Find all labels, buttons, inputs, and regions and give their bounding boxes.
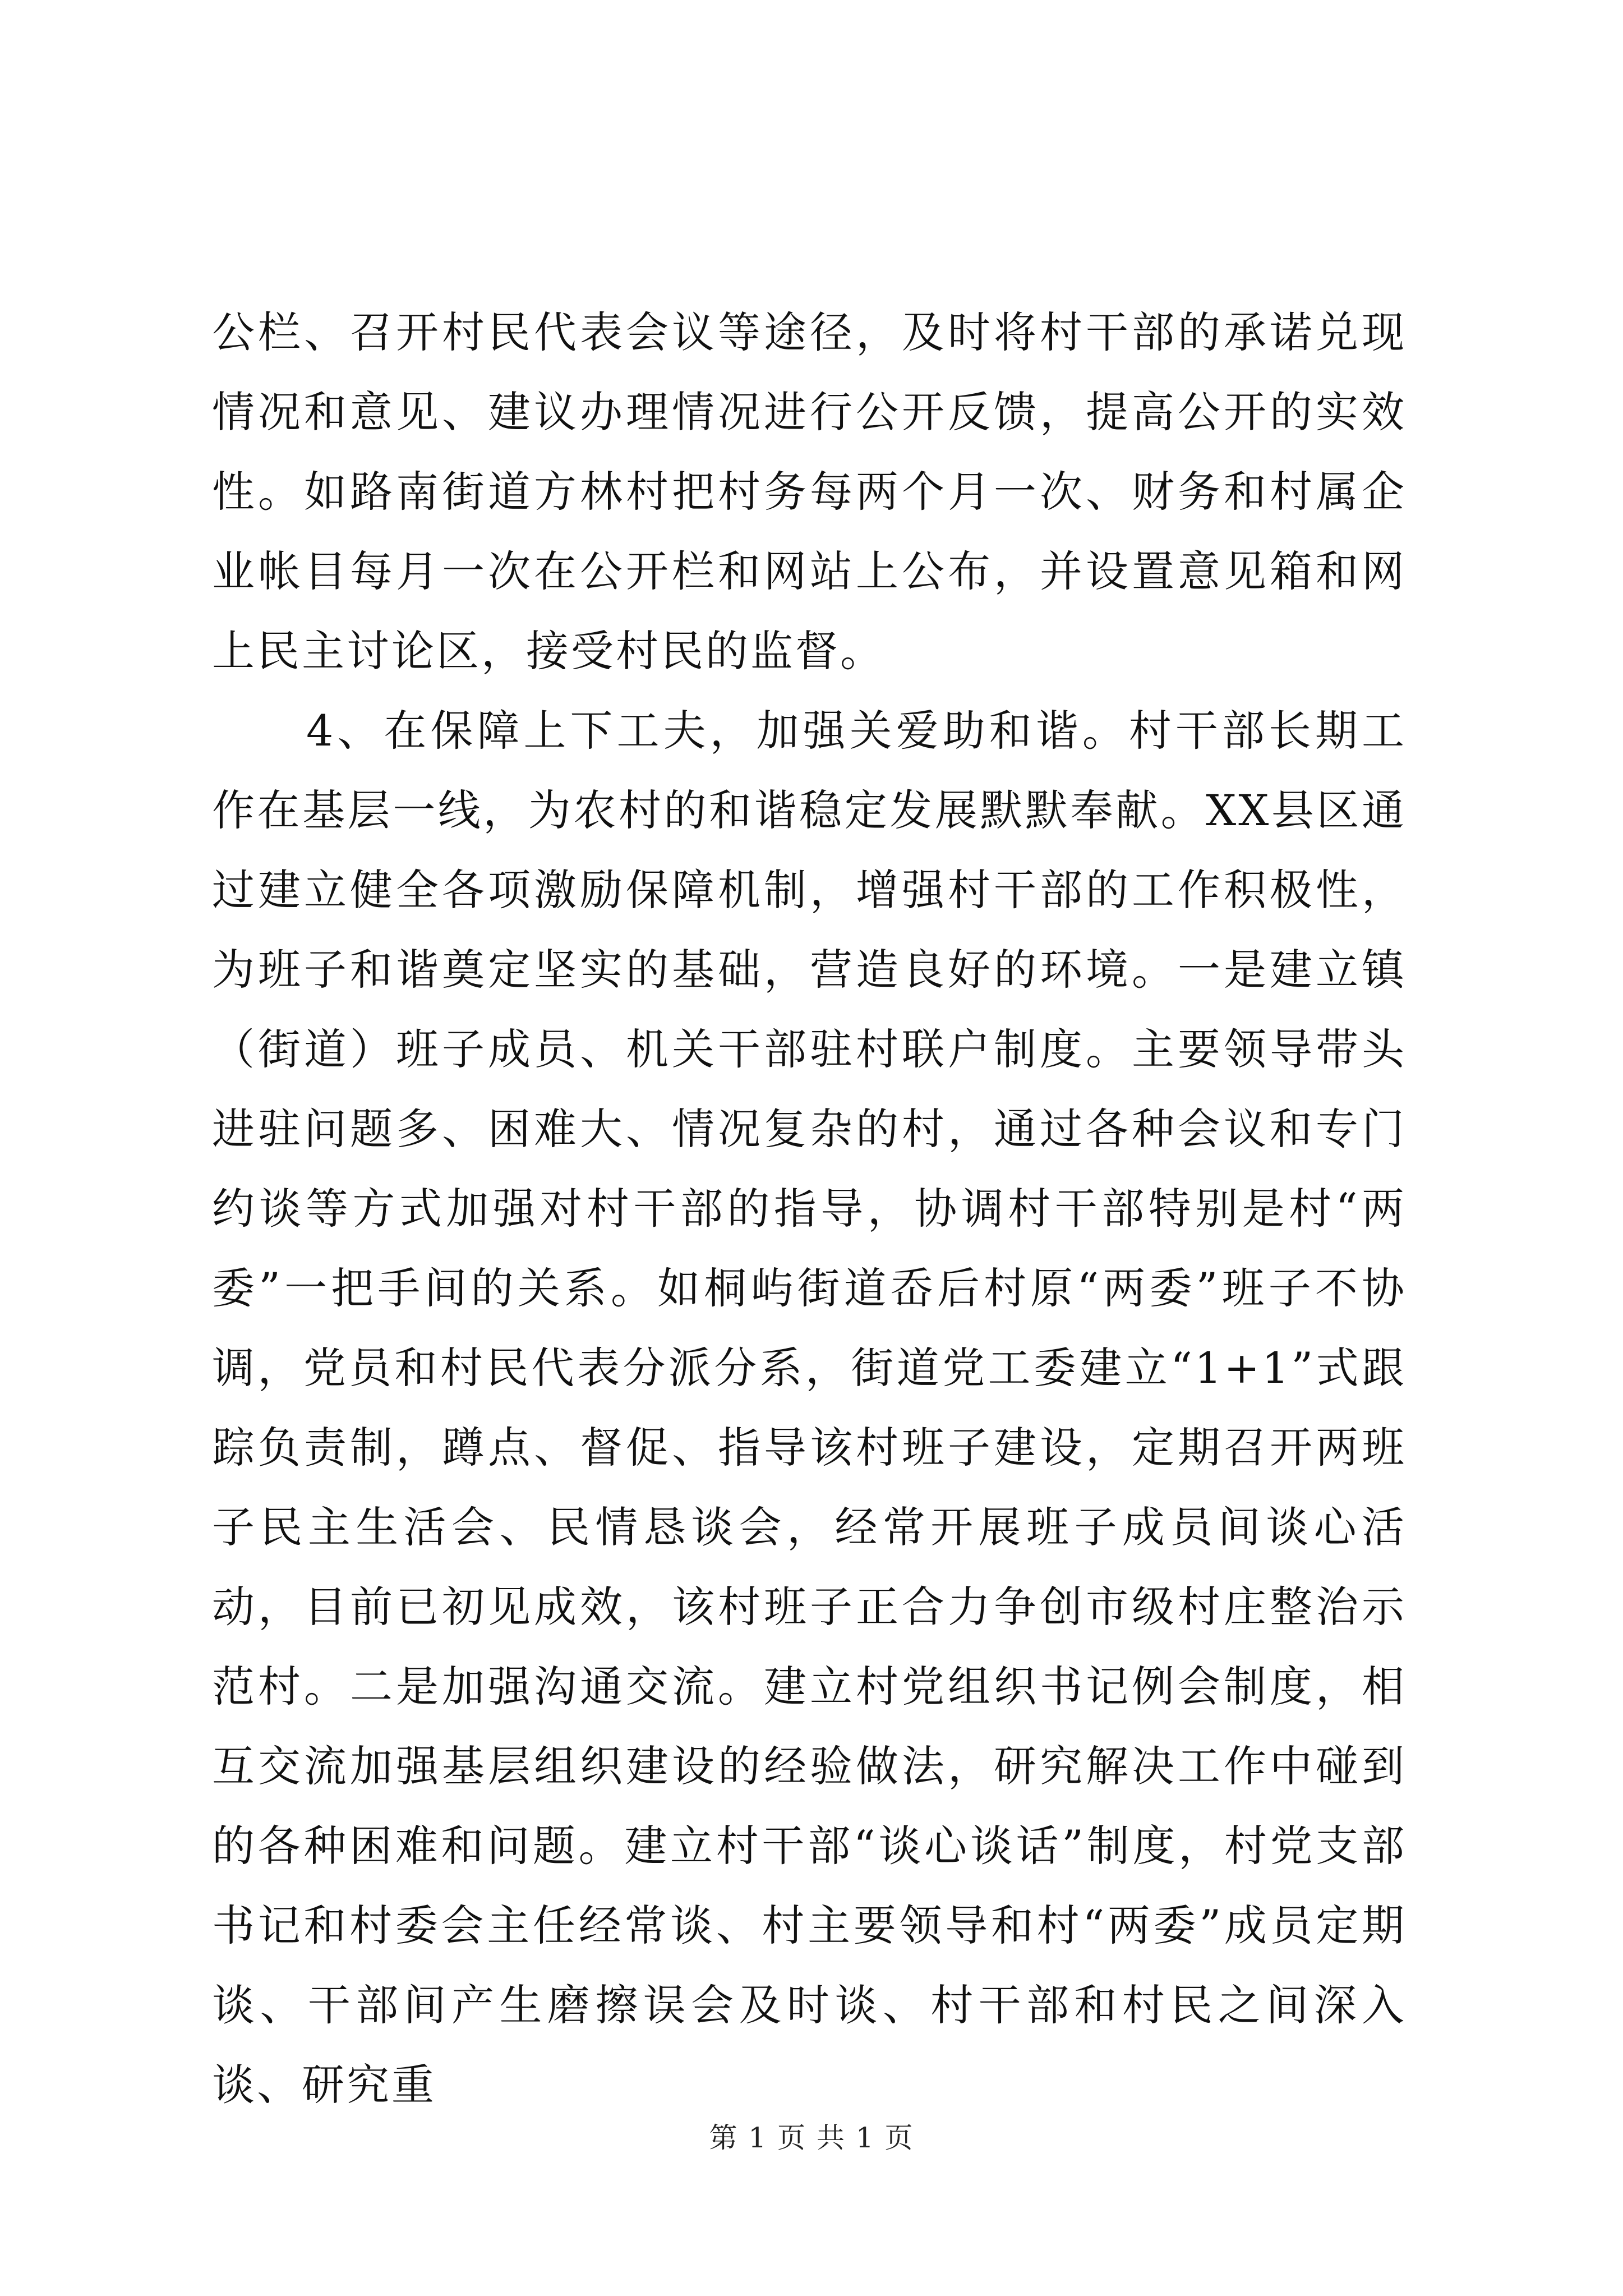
paragraph-section-4: 4、在保障上下工夫，加强关爱助和谐。村干部长期工作在基层一线，为农村的和谐稳定发展默默奉献。XX县区通过建立健全各项激励保障机制，增强村干部的工作积极性，为班子和谐奠定坚实的基础，营造良好的环境。一是建立镇（街道）班子成员、机关干部驻村联户制度。主要领导带头进驻问题多、困难大、情况复杂的村，通过各种会议和专门约谈等方式加强对村干部的指导，协调村干部特别是村“两委”一把手间的关系。如桐屿街道岙后村原“两委”班子不协调，党员和村民代表分派分系，街道党工委建立“1+1”式跟踪负责制，蹲点、督促、指导该村班子建设，定期召开两班子民主生活会、民情恳谈会，经常开展班子成员间谈心活动，目前已初见成效，该村班子正合力争创市级村庄整治示范村。二是加强沟通交流。建立村党组织书记例会制度，相互交流加强基层组织建设的经验做法，研究解决工作中碰到的各种困难和问题。建立村干部“谈心谈话”制度，村党支部书记和村委会主任经常谈、村主要领导和村“两委”成员定期谈、干部间产生磨擦误会及时谈、村干部和村民之间深入谈、研究重 <box>212 706 1407 2110</box>
page-footer: 第 1 页 共 1 页 <box>709 2122 914 2154</box>
paragraph-continued: 公栏、召开村民代表会议等途径，及时将村干部的承诺兑现情况和意见、建议办理情况进行公开反馈，提高公开的实效性。如路南街道方林村把村务每两个月一次、财务和村属企业帐目每月一次在公开栏和网站上公布，并设置意见箱和网上民主讨论区，接受村民的监督。 <box>212 307 1407 676</box>
document-body <box>212 293 1407 2125</box>
